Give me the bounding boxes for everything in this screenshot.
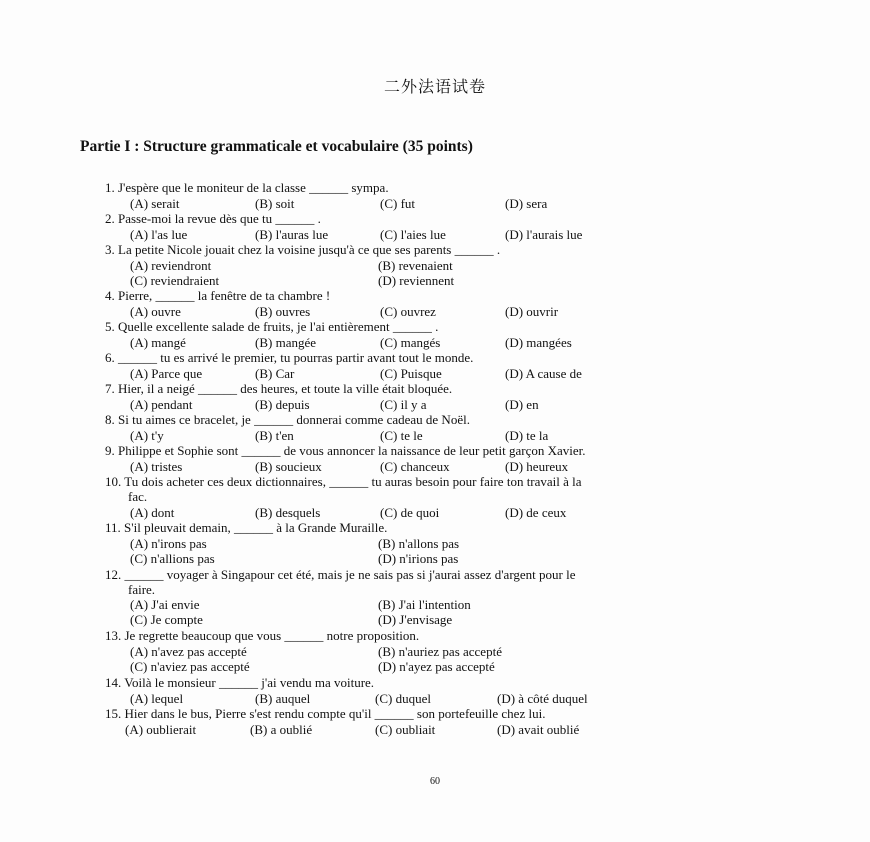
option-2b: (B) l'auras lue [255,227,329,242]
question-4: 4. Pierre, ______ la fenêtre de ta chambre ! [105,288,331,303]
option-15c: (C) oubliait [375,722,436,737]
option-14c: (C) duquel [375,691,431,706]
option-6b: (B) Car [255,366,295,381]
question-10-continuation: fac. [128,489,148,504]
option-4a: (A) ouvre [130,304,181,319]
option-9a: (A) tristes [130,459,183,474]
option-3d: (D) reviennent [378,273,455,288]
option-5d: (D) mangées [505,335,572,350]
option-7c: (C) il y a [380,397,427,412]
option-12b: (B) J'ai l'intention [378,597,471,612]
option-7d: (D) en [505,397,539,412]
option-10d: (D) de ceux [505,505,567,520]
question-13: 13. Je regrette beaucoup que vous ______ notre proposition. [105,628,420,643]
option-9c: (C) chanceux [380,459,450,474]
question-8: 8. Si tu aimes ce bracelet, je ______ donnerai comme cadeau de Noël. [105,412,470,427]
option-14b: (B) auquel [255,691,311,706]
page-title: 二外法语试卷 [383,77,486,96]
option-11d: (D) n'irions pas [378,551,459,566]
question-12-continuation: faire. [128,582,156,597]
option-10b: (B) desquels [255,505,321,520]
option-3c: (C) reviendraient [130,273,220,288]
option-12d: (D) J'envisage [378,612,453,627]
question-2: 2. Passe-moi la revue dès que tu ______ . [105,211,321,226]
option-11b: (B) n'allons pas [378,536,460,551]
option-5c: (C) mangés [380,335,441,350]
question-12: 12. ______ voyager à Singapour cet été, mais je ne sais pas si j'aurai assez d'argent pour le [105,567,576,582]
option-11c: (C) n'allions pas [130,551,215,566]
option-9d: (D) heureux [505,459,569,474]
option-8b: (B) t'en [255,428,294,443]
option-13b: (B) n'auriez pas accepté [378,644,502,659]
option-15a: (A) oublierait [125,722,197,737]
option-14d: (D) à côté duquel [497,691,588,706]
option-6d: (D) A cause de [505,366,582,381]
option-9b: (B) soucieux [255,459,322,474]
option-6c: (C) Puisque [380,366,442,381]
question-11: 11. S'il pleuvait demain, ______ à la Grande Muraille. [105,520,388,535]
option-13d: (D) n'ayez pas accepté [378,659,495,674]
question-6: 6. ______ tu es arrivé le premier, tu pourras partir avant tout le monde. [105,350,474,365]
option-2a: (A) l'as lue [130,227,188,242]
question-7: 7. Hier, il a neigé ______ des heures, et toute la ville était bloquée. [105,381,453,396]
option-8d: (D) te la [505,428,549,443]
option-6a: (A) Parce que [130,366,203,381]
option-12c: (C) Je compte [130,612,203,627]
option-5b: (B) mangée [255,335,317,350]
option-8a: (A) t'y [130,428,164,443]
option-11a: (A) n'irons pas [130,536,207,551]
option-13c: (C) n'aviez pas accepté [130,659,250,674]
option-14a: (A) lequel [130,691,184,706]
option-1c: (C) fut [380,196,416,211]
option-8c: (C) te le [380,428,423,443]
option-2d: (D) l'aurais lue [505,227,583,242]
option-12a: (A) J'ai envie [130,597,200,612]
option-7b: (B) depuis [255,397,310,412]
option-4c: (C) ouvrez [380,304,436,319]
option-15b: (B) a oublié [250,722,313,737]
page-number: 60 [430,776,440,787]
question-14: 14. Voilà le monsieur ______ j'ai vendu ma voiture. [105,675,375,690]
option-4b: (B) ouvres [255,304,311,319]
question-1: 1. J'espère que le moniteur de la classe ______ sympa. [105,180,389,195]
question-9: 9. Philippe et Sophie sont ______ de vous annoncer la naissance de leur petit garçon Xavier. [105,443,586,458]
option-5a: (A) mangé [130,335,186,350]
option-15d: (D) avait oublié [497,722,580,737]
question-10: 10. Tu dois acheter ces deux dictionnaires, ______ tu auras besoin pour faire ton travail à la [105,474,582,489]
option-10a: (A) dont [130,505,175,520]
question-3: 3. La petite Nicole jouait chez la voisine jusqu'à ce que ses parents ______ . [105,242,501,257]
option-3a: (A) reviendront [130,258,212,273]
question-15: 15. Hier dans le bus, Pierre s'est rendu compte qu'il ______ son portefeuille chez lui. [105,706,546,721]
option-7a: (A) pendant [130,397,193,412]
section-heading: Partie I : Structure grammaticale et vocabulaire (35 points) [80,138,473,155]
question-5: 5. Quelle excellente salade de fruits, je l'ai entièrement ______ . [105,319,439,334]
option-3b: (B) revenaient [378,258,453,273]
option-10c: (C) de quoi [380,505,440,520]
option-4d: (D) ouvrir [505,304,559,319]
option-1d: (D) sera [505,196,548,211]
option-13a: (A) n'avez pas accepté [130,644,247,659]
option-1b: (B) soit [255,196,295,211]
option-2c: (C) l'aies lue [380,227,446,242]
option-1a: (A) serait [130,196,180,211]
